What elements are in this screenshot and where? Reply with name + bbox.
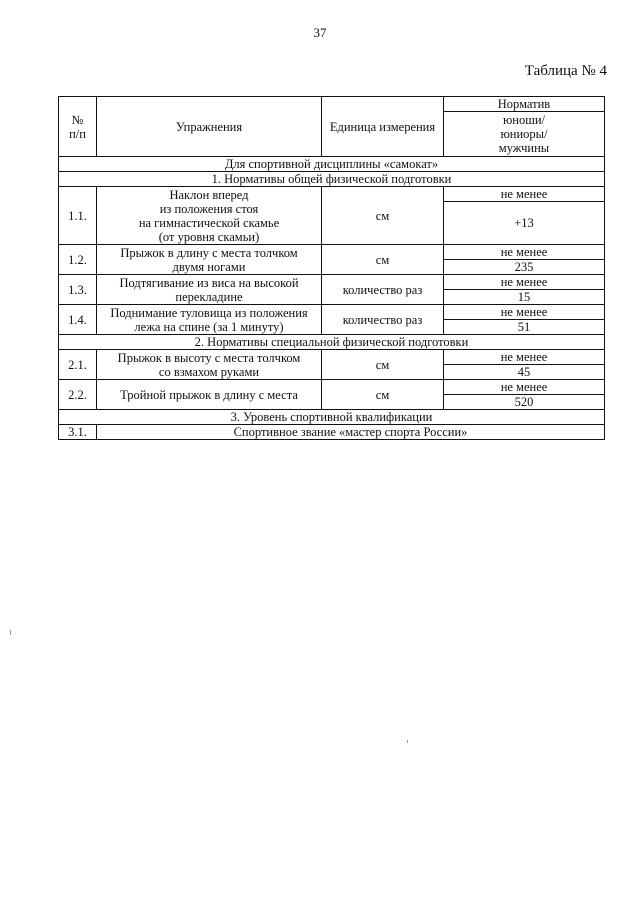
qualifier-cell: не менее: [444, 380, 605, 395]
header-number-line2: п/п: [69, 126, 86, 141]
header-number-line1: №: [71, 112, 84, 127]
exercise-cell: [97, 380, 322, 410]
exercise-cell: [97, 305, 322, 335]
table-row: [59, 245, 605, 260]
value-cell: +13: [444, 202, 605, 245]
unit-cell: см: [322, 245, 444, 275]
value-cell: 45: [444, 365, 605, 380]
table-row: [59, 425, 605, 440]
section-title: 2. Нормативы специальной физической подготовки: [59, 335, 605, 350]
unit-cell: количество раз: [322, 305, 444, 335]
value-cell: 51: [444, 320, 605, 335]
exercise-line: лежа на спине (за 1 минуту): [134, 319, 284, 334]
row-number: 1.2.: [59, 245, 97, 275]
header-unit: Единица измерения: [322, 97, 444, 157]
discipline-row: Для спортивной дисциплины «самокат»: [59, 157, 605, 172]
table-row: [59, 305, 605, 320]
section-title: 1. Нормативы общей физической подготовки: [59, 172, 605, 187]
qualifier-cell: не менее: [444, 350, 605, 365]
table-row: [59, 350, 605, 365]
unit-cell: см: [322, 380, 444, 410]
exercise-cell: [97, 245, 322, 275]
norms-table: [58, 96, 605, 440]
header-norm: Норматив: [444, 97, 605, 112]
table-row: [59, 380, 605, 395]
exercise-line: со взмахом руками: [158, 364, 260, 379]
scan-mark: [10, 630, 11, 635]
table-row: [59, 187, 605, 202]
exercise-line: Прыжок в длину с места толчком: [120, 245, 298, 260]
qualifier-cell: не менее: [444, 245, 605, 260]
row-number: 1.3.: [59, 275, 97, 305]
exercise-line: Поднимание туловища из положения: [110, 305, 308, 320]
row-number: 3.1.: [59, 425, 97, 440]
exercise-cell: [97, 350, 322, 380]
table-label: Таблица № 4: [524, 63, 607, 79]
header-norm-group-line1: юноши/: [502, 113, 546, 127]
qualifier-cell: не менее: [444, 275, 605, 290]
page-number: 37: [313, 25, 327, 40]
header-number: [59, 97, 97, 157]
qualifier-cell: не менее: [444, 305, 605, 320]
row-number: 1.4.: [59, 305, 97, 335]
exercise-cell: [97, 275, 322, 305]
exercise-line: Подтягивание из виса на высокой: [119, 275, 299, 290]
exercise-cell: [97, 187, 322, 245]
value-cell: 520: [444, 395, 605, 410]
exercise-line: Тройной прыжок в длину с места: [120, 387, 298, 402]
exercise-line: на гимнастической скамье: [138, 215, 280, 230]
row-number: 2.2.: [59, 380, 97, 410]
header-norm-group: [444, 112, 605, 157]
exercise-line: из положения стоя: [159, 201, 259, 216]
value-cell: 15: [444, 290, 605, 305]
scan-mark: [407, 740, 408, 743]
header-exercise: Упражнения: [97, 97, 322, 157]
exercise-line: двумя ногами: [172, 259, 246, 274]
table-row: [59, 275, 605, 290]
unit-cell: см: [322, 187, 444, 245]
exercise-line: Наклон вперед: [169, 187, 249, 202]
row-number: 1.1.: [59, 187, 97, 245]
section-title: 3. Уровень спортивной квалификации: [59, 410, 605, 425]
row-number: 2.1.: [59, 350, 97, 380]
exercise-line: Прыжок в высоту с места толчком: [117, 350, 301, 365]
qualifier-cell: не менее: [444, 187, 605, 202]
value-cell: 235: [444, 260, 605, 275]
unit-cell: количество раз: [322, 275, 444, 305]
header-norm-group-line2: юниоры/: [500, 127, 548, 141]
exercise-line: перекладине: [175, 289, 243, 304]
exercise-line: (от уровня скамьи): [158, 229, 260, 244]
qualification-cell: Спортивное звание «мастер спорта России»: [97, 425, 605, 440]
unit-cell: см: [322, 350, 444, 380]
header-norm-group-line3: мужчины: [498, 141, 550, 155]
